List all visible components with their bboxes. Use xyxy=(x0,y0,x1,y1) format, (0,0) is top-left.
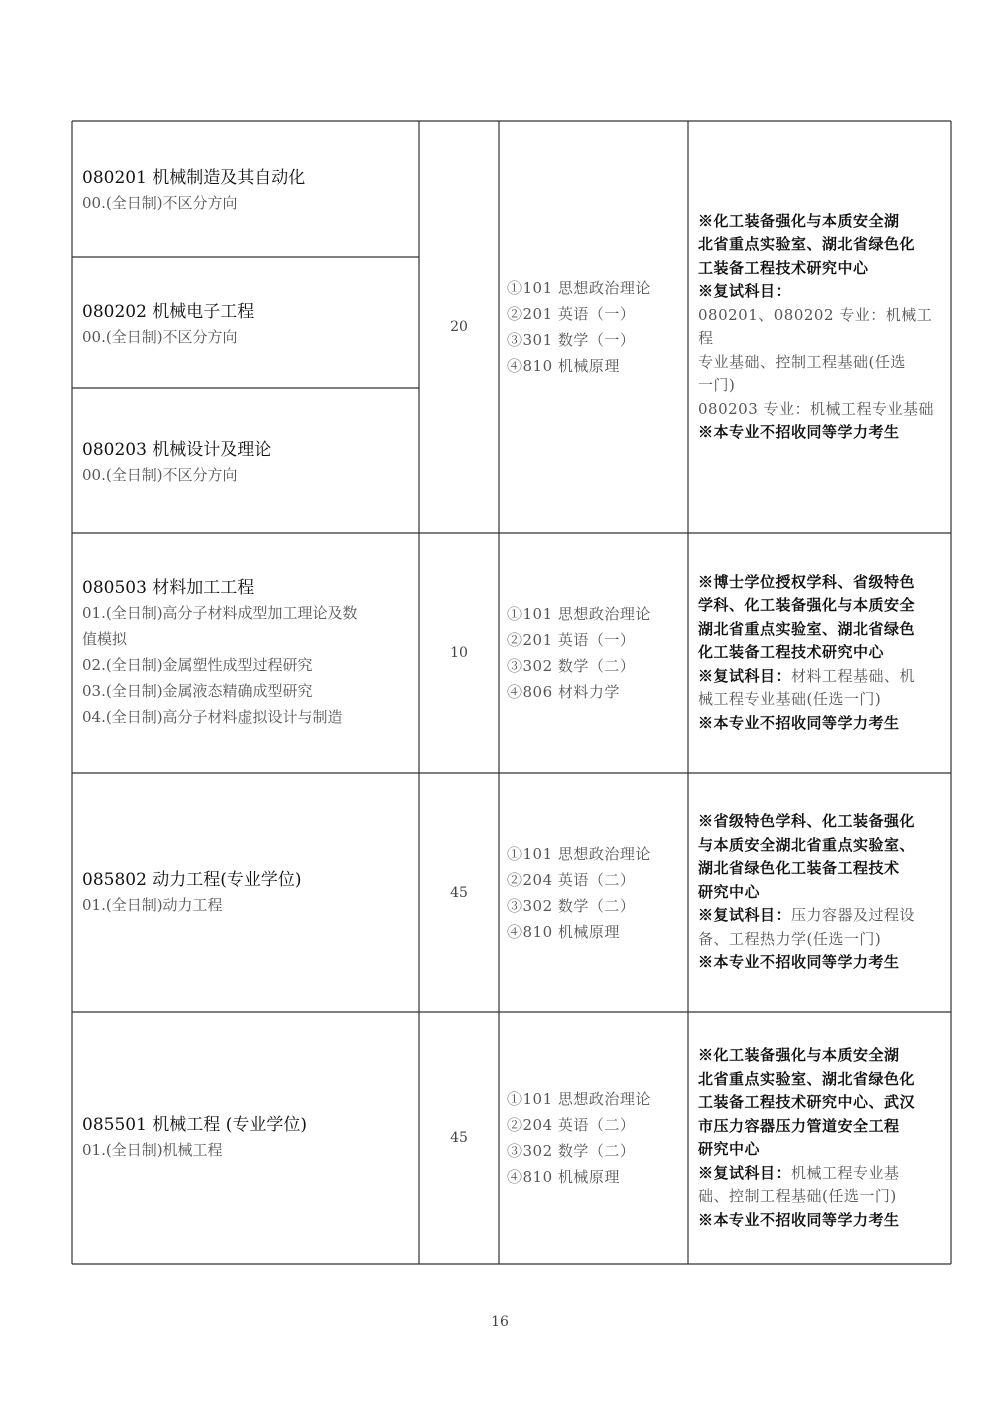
note-bold: ※本专业不招收同等学力考生 xyxy=(698,953,900,972)
note-line xyxy=(698,904,947,928)
notes xyxy=(698,810,947,975)
note-line xyxy=(698,928,947,952)
direction-line: 00.(全日制)不区分方向 xyxy=(82,465,238,484)
direction-line: 01.(全日制)机械工程 xyxy=(82,1141,223,1159)
major-cell xyxy=(82,388,413,533)
note-line xyxy=(698,665,947,689)
notes-cell xyxy=(698,533,947,773)
major-block xyxy=(82,300,413,350)
note-line xyxy=(698,641,947,665)
exam-subjects-cell xyxy=(507,1012,684,1264)
note-bold: ※复试科目： xyxy=(698,906,792,925)
notes xyxy=(698,571,947,736)
note-line xyxy=(698,857,947,881)
major-block xyxy=(82,868,413,918)
note-bold: 工装备工程技术研究中心 xyxy=(698,258,869,277)
note-bold: ※复试科目： xyxy=(698,282,792,300)
note-bold: ※本专业不招收同等学力考生 xyxy=(698,423,900,441)
notes-cell xyxy=(698,773,947,1012)
note-bold: ※化工装备强化与本质安全湖 xyxy=(698,211,900,230)
note-line xyxy=(698,257,947,281)
enrollment-quota: 45 xyxy=(450,1130,468,1146)
exam-subject: ③302 数学（二） xyxy=(507,896,636,915)
exam-subjects xyxy=(507,601,684,705)
direction-line: 值模拟 xyxy=(82,630,128,648)
exam-subject: ①101 思想政治理论 xyxy=(507,605,651,623)
note-text: 080201、080202 专业：机械工程 xyxy=(698,305,933,347)
note-line xyxy=(698,210,947,234)
direction-line: 01.(全日制)高分子材料成型加工理论及数 xyxy=(82,604,358,622)
note-line xyxy=(698,594,947,618)
exam-subject: ①101 思想政治理论 xyxy=(507,844,651,863)
major-block xyxy=(82,1113,413,1163)
note-text: 备、工程热力学(任选一门) xyxy=(698,929,882,948)
note-line xyxy=(698,233,947,257)
direction-line: 02.(全日制)金属塑性成型过程研究 xyxy=(82,656,313,674)
note-bold: 工装备工程技术研究中心、武汉 xyxy=(698,1093,916,1111)
note-text: 专业基础、控制工程基础(任选 xyxy=(698,352,906,371)
exam-subjects xyxy=(507,275,684,379)
note-line xyxy=(698,280,947,304)
note-line xyxy=(698,1185,947,1209)
major-block xyxy=(82,576,413,730)
note-bold: ※复试科目： xyxy=(698,666,792,685)
page-number: 16 xyxy=(491,1314,509,1330)
note-line xyxy=(698,1115,947,1139)
note-line xyxy=(698,618,947,642)
exam-subject: ①101 思想政治理论 xyxy=(507,279,651,297)
note-line xyxy=(698,834,947,858)
major-name: 080203 机械设计及理论 xyxy=(82,439,272,460)
exam-subjects-cell xyxy=(507,121,684,533)
note-bold: ※化工装备强化与本质安全湖 xyxy=(698,1046,900,1064)
note-bold: ※本专业不招收同等学力考生 xyxy=(698,713,900,732)
notes-cell xyxy=(698,121,947,533)
note-bold: 市压力容器压力管道安全工程 xyxy=(698,1116,900,1135)
exam-subject: ①101 思想政治理论 xyxy=(507,1090,651,1108)
note-bold: 研究中心 xyxy=(698,1140,761,1158)
major-cell xyxy=(82,533,413,773)
major-name: 085501 机械工程 (专业学位) xyxy=(82,1115,307,1135)
note-line xyxy=(698,810,947,834)
exam-subject: ②201 英语（一） xyxy=(507,631,636,649)
major-name: 080202 机械电子工程 xyxy=(82,301,255,322)
note-bold: ※复试科目： xyxy=(698,1163,792,1182)
enrollment-quota: 20 xyxy=(450,319,468,335)
note-line xyxy=(698,421,947,445)
major-cell xyxy=(82,257,413,388)
note-line xyxy=(698,571,947,595)
exam-subject: ③302 数学（二） xyxy=(507,657,636,675)
note-line xyxy=(698,951,947,975)
note-text: 础、控制工程基础(任选一门) xyxy=(698,1187,897,1205)
note-line xyxy=(698,1044,947,1068)
note-line xyxy=(698,374,947,398)
note-bold: ※本专业不招收同等学力考生 xyxy=(698,1210,900,1229)
note-bold: ※省级特色学科、化工装备强化 xyxy=(698,812,916,831)
major-cell xyxy=(82,773,413,1012)
exam-subject: ②204 英语（二） xyxy=(507,870,636,889)
note-bold: 化工装备工程技术研究中心 xyxy=(698,643,885,662)
exam-subject: ②204 英语（二） xyxy=(507,1116,636,1134)
note-text: 080203 专业：机械工程专业基础 xyxy=(698,399,935,418)
note-line xyxy=(698,1068,947,1092)
enrollment-quota: 10 xyxy=(450,645,468,661)
note-bold: 北省重点实验室、湖北省绿色化 xyxy=(698,235,916,253)
direction-line: 03.(全日制)金属液态精确成型研究 xyxy=(82,682,313,700)
major-name: 080201 机械制造及其自动化 xyxy=(82,168,306,188)
note-text: 械工程专业基础(任选一门) xyxy=(698,690,882,709)
note-bold: ※博士学位授权学科、省级特色 xyxy=(698,572,916,591)
note-bold: 湖北省绿色化工装备工程技术 xyxy=(698,859,900,878)
direction-line: 00.(全日制)不区分方向 xyxy=(82,194,238,212)
exam-subjects xyxy=(507,1086,684,1190)
note-line xyxy=(698,1162,947,1186)
notes xyxy=(698,1044,947,1232)
note-text: 材料工程基础、机 xyxy=(791,666,916,685)
exam-subjects-cell xyxy=(507,773,684,1012)
note-line xyxy=(698,304,947,351)
major-cell xyxy=(82,1012,413,1264)
notes-cell xyxy=(698,1012,947,1264)
exam-subject: ④810 机械原理 xyxy=(507,1168,620,1186)
note-bold: 学科、化工装备强化与本质安全 xyxy=(698,596,916,615)
exam-subjects xyxy=(507,841,684,945)
note-line xyxy=(698,1209,947,1233)
major-cell xyxy=(82,121,413,257)
enrollment-quota: 45 xyxy=(450,884,468,901)
note-text: 机械工程专业基 xyxy=(791,1163,900,1182)
note-text: 一门) xyxy=(698,376,736,394)
note-line xyxy=(698,881,947,905)
exam-subject: ③302 数学（二） xyxy=(507,1142,636,1160)
note-line xyxy=(698,351,947,375)
exam-subject: ④810 机械原理 xyxy=(507,357,620,375)
note-text: 压力容器及过程设 xyxy=(791,906,916,925)
note-bold: 与本质安全湖北省重点实验室、 xyxy=(698,835,916,854)
direction-line: 01.(全日制)动力工程 xyxy=(82,895,223,914)
major-block xyxy=(82,166,413,216)
note-line xyxy=(698,1138,947,1162)
note-line xyxy=(698,688,947,712)
direction-line: 00.(全日制)不区分方向 xyxy=(82,327,238,346)
notes xyxy=(698,210,947,445)
exam-subject: ④810 机械原理 xyxy=(507,922,620,941)
exam-subjects-cell xyxy=(507,533,684,773)
major-block xyxy=(82,438,413,488)
note-line xyxy=(698,1091,947,1115)
major-name: 085802 动力工程(专业学位) xyxy=(82,869,302,890)
major-name: 080503 材料加工工程 xyxy=(82,578,255,598)
note-bold: 研究中心 xyxy=(698,882,761,901)
note-line xyxy=(698,712,947,736)
note-bold: 湖北省重点实验室、湖北省绿色 xyxy=(698,619,916,638)
exam-subject: ②201 英语（一） xyxy=(507,305,636,323)
direction-line: 04.(全日制)高分子材料虚拟设计与制造 xyxy=(82,708,343,726)
exam-subject: ③301 数学（一） xyxy=(507,331,636,349)
exam-subject: ④806 材料力学 xyxy=(507,683,620,701)
note-bold: 北省重点实验室、湖北省绿色化 xyxy=(698,1069,916,1088)
note-line xyxy=(698,398,947,422)
